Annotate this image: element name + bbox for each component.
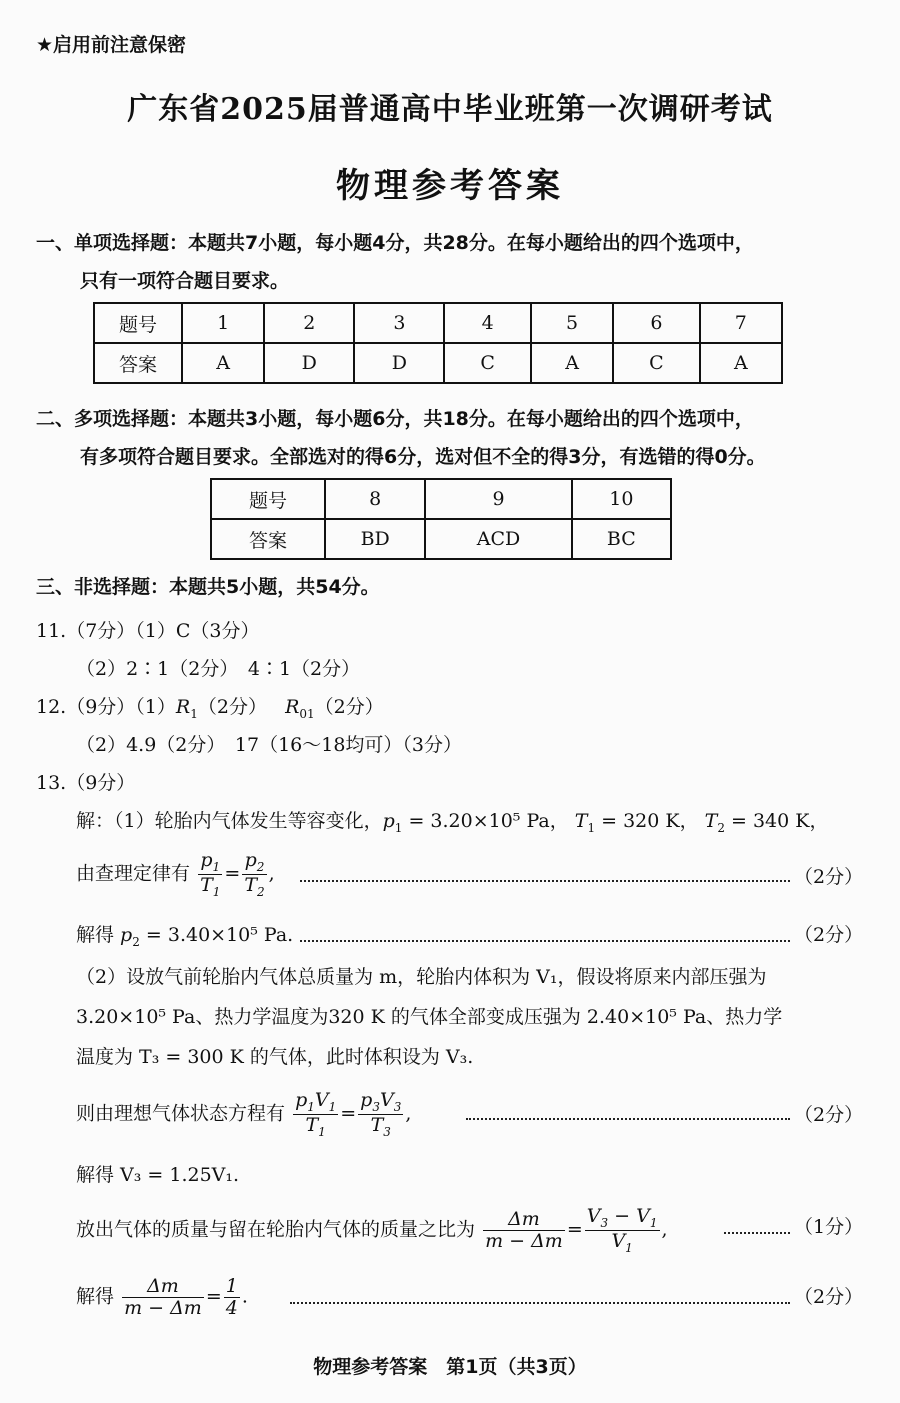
table-cell: A	[531, 343, 613, 383]
q13-fraction-p3v3-t3: $\frac{p_3V_3}{T_3}$	[360, 1089, 402, 1139]
q13-fraction-v3-v1: $\frac{V_3 - V_1}{V_1}$	[586, 1205, 658, 1255]
table-cell: BC	[572, 519, 671, 559]
q13-result-v3: 解得 V₃ = 1.25V₁.	[76, 1164, 240, 1186]
q13-result-p2: 解得 $p_2 = 3.40\times 10^5$ Pa.	[76, 924, 294, 949]
table-cell: 8	[325, 479, 425, 519]
q13-ideal-text: 则由理想气体状态方程有	[76, 1102, 286, 1125]
table-row-questions	[211, 479, 671, 519]
q13-part2-line2: 3.20×10⁵ Pa、热力学温度为320 K 的气体全部变成压强为 2.40×10⁵ Pa、热力学	[76, 1006, 783, 1028]
q11-line1: 11.（7分）（1）C（3分）	[36, 620, 260, 642]
table-cell: 7	[700, 303, 782, 343]
leader-dots	[300, 880, 790, 882]
q13-t1-value: = 320 K，	[595, 810, 705, 832]
q13-final-prefix: 解得	[76, 1285, 115, 1308]
q13-final-numerator: 1	[225, 1275, 238, 1297]
table-cell: A	[700, 343, 782, 383]
table-cell: 4	[444, 303, 531, 343]
table-cell: D	[264, 343, 354, 383]
section1-heading-cont: 只有一项符合题目要求。	[80, 270, 290, 292]
q13-score-3: （2分）	[794, 1104, 864, 1126]
table-header-cell: 题号	[211, 479, 325, 519]
section3-heading: 三、非选择题：本题共5小题，共54分。	[36, 576, 380, 598]
q13-charles-text: 由查理定律有	[76, 862, 191, 885]
table-cell: 5	[531, 303, 613, 343]
table-cell: C	[444, 343, 531, 383]
q13-fraction-p1v1-t1: $\frac{p_1V_1}{T_1}$	[295, 1089, 337, 1139]
q13-fraction-p2-t2: $\frac{p_2}{T_2}$	[244, 849, 265, 899]
table-cell: 1	[182, 303, 264, 343]
q12-part1: 12.（9分）（1）	[36, 696, 176, 718]
leader-dots	[290, 1302, 790, 1304]
page-title: 广东省2025届普通高中毕业班第一次调研考试	[127, 92, 773, 127]
table-cell: C	[613, 343, 700, 383]
section1-heading: 一、单项选择题：本题共7小题，每小题4分，共28分。在每小题给出的四个选项中，	[36, 232, 754, 254]
table-row-answers	[211, 519, 671, 559]
q13-fraction-dm: $\frac{\Delta m}{m - \Delta m}$	[485, 1208, 563, 1252]
table-cell: 6	[613, 303, 700, 343]
q13-p1-value: = 3.20×10⁵ Pa，	[402, 810, 575, 832]
leader-dots	[466, 1118, 790, 1120]
section1-answer-table	[93, 302, 783, 384]
section2-heading-cont: 有多项符合题目要求。全部选对的得6分，选对但不全的得3分，有选错的得0分。	[80, 446, 766, 468]
leader-dots	[300, 940, 790, 942]
q13-fraction-dm-final: $\frac{\Delta m}{m - \Delta m}$	[124, 1275, 202, 1319]
q12-score-a: （2分）	[197, 696, 267, 718]
table-row-questions	[94, 303, 782, 343]
q13-ideal-gas-law: 则由理想气体状态方程有 $\frac{p_1V_1}{T_1}$ = $\frac{p_3V_3}{T_3}$ ,	[76, 1089, 412, 1139]
table-cell: D	[354, 343, 444, 383]
q13-ratio-text: 放出气体的质量与留在轮胎内气体的质量之比为	[76, 1218, 476, 1241]
table-cell: 9	[425, 479, 571, 519]
q13-final-result: 解得 $\frac{\Delta m}{m - \Delta m}$ = $\frac{1}{4}$ .	[76, 1275, 248, 1319]
q13-solution-line1: 解：（1）轮胎内气体发生等容变化，$p_1 = 3.20\times 10^5$ Pa， $T_1 = 320$ K， $T_2 = 340$ K，	[76, 810, 829, 835]
q13-result-p2-prefix: 解得	[76, 924, 121, 946]
q13-charles-law: 由查理定律有 $\frac{p_1}{T_1}$ = $\frac{p_2}{T_2}$ ,	[76, 849, 275, 899]
q13-heading: 13.（9分）	[36, 772, 136, 794]
q13-score-4: （1分）	[794, 1216, 864, 1238]
table-header-cell: 答案	[211, 519, 325, 559]
section2-heading: 二、多项选择题：本题共3小题，每小题6分，共18分。在每小题给出的四个选项中，	[36, 408, 754, 430]
page-footer: 物理参考答案 第1页（共3页）	[313, 1356, 587, 1378]
table-row-answers	[94, 343, 782, 383]
table-cell: 10	[572, 479, 671, 519]
q13-fraction-p1-t1: $\frac{p_1}{T_1}$	[200, 849, 221, 899]
table-cell: A	[182, 343, 264, 383]
table-cell: 2	[264, 303, 354, 343]
q13-score-1: （2分）	[794, 866, 864, 888]
q13-t2-value: = 340 K，	[724, 810, 829, 832]
q13-part2-line3: 温度为 T₃ = 300 K 的气体，此时体积设为 V₃.	[76, 1046, 474, 1068]
table-header-cell: 题号	[94, 303, 182, 343]
q13-sol1-text: 解：（1）轮胎内气体发生等容变化，	[76, 810, 383, 832]
q13-result-p2-value: = 3.40×10⁵ Pa.	[139, 924, 294, 946]
q11-line2: （2）2∶1（2分） 4∶1（2分）	[76, 658, 361, 680]
page-subtitle: 物理参考答案	[336, 166, 564, 206]
q13-score-2: （2分）	[794, 924, 864, 946]
q13-mass-ratio: 放出气体的质量与留在轮胎内气体的质量之比为 $\frac{\Delta m}{m - \Delta m}$ = $\frac{V_3 - V_1}{V_1}$ ,	[76, 1205, 668, 1255]
q13-final-denominator: 4	[225, 1296, 238, 1319]
table-header-cell: 答案	[94, 343, 182, 383]
table-cell: 3	[354, 303, 444, 343]
header-note: ★启用前注意保密	[36, 34, 187, 56]
leader-dots	[724, 1232, 790, 1234]
q12-score-b: （2分）	[314, 696, 384, 718]
q12-line1: 12.（9分）$(1)R_1(2$分） $R_{01}(2$分）	[36, 696, 384, 721]
q13-score-5: （2分）	[794, 1286, 864, 1308]
table-cell: BD	[325, 519, 425, 559]
table-cell: ACD	[425, 519, 571, 559]
section2-answer-table	[210, 478, 672, 560]
q13-part2-line1: （2）设放气前轮胎内气体总质量为 m，轮胎内体积为 V₁，假设将原来内部压强为	[76, 966, 767, 988]
q12-line2: （2）4.9（2分） 17（16～18均可）（3分）	[76, 734, 463, 756]
q13-fraction-one-quarter	[224, 1276, 240, 1319]
